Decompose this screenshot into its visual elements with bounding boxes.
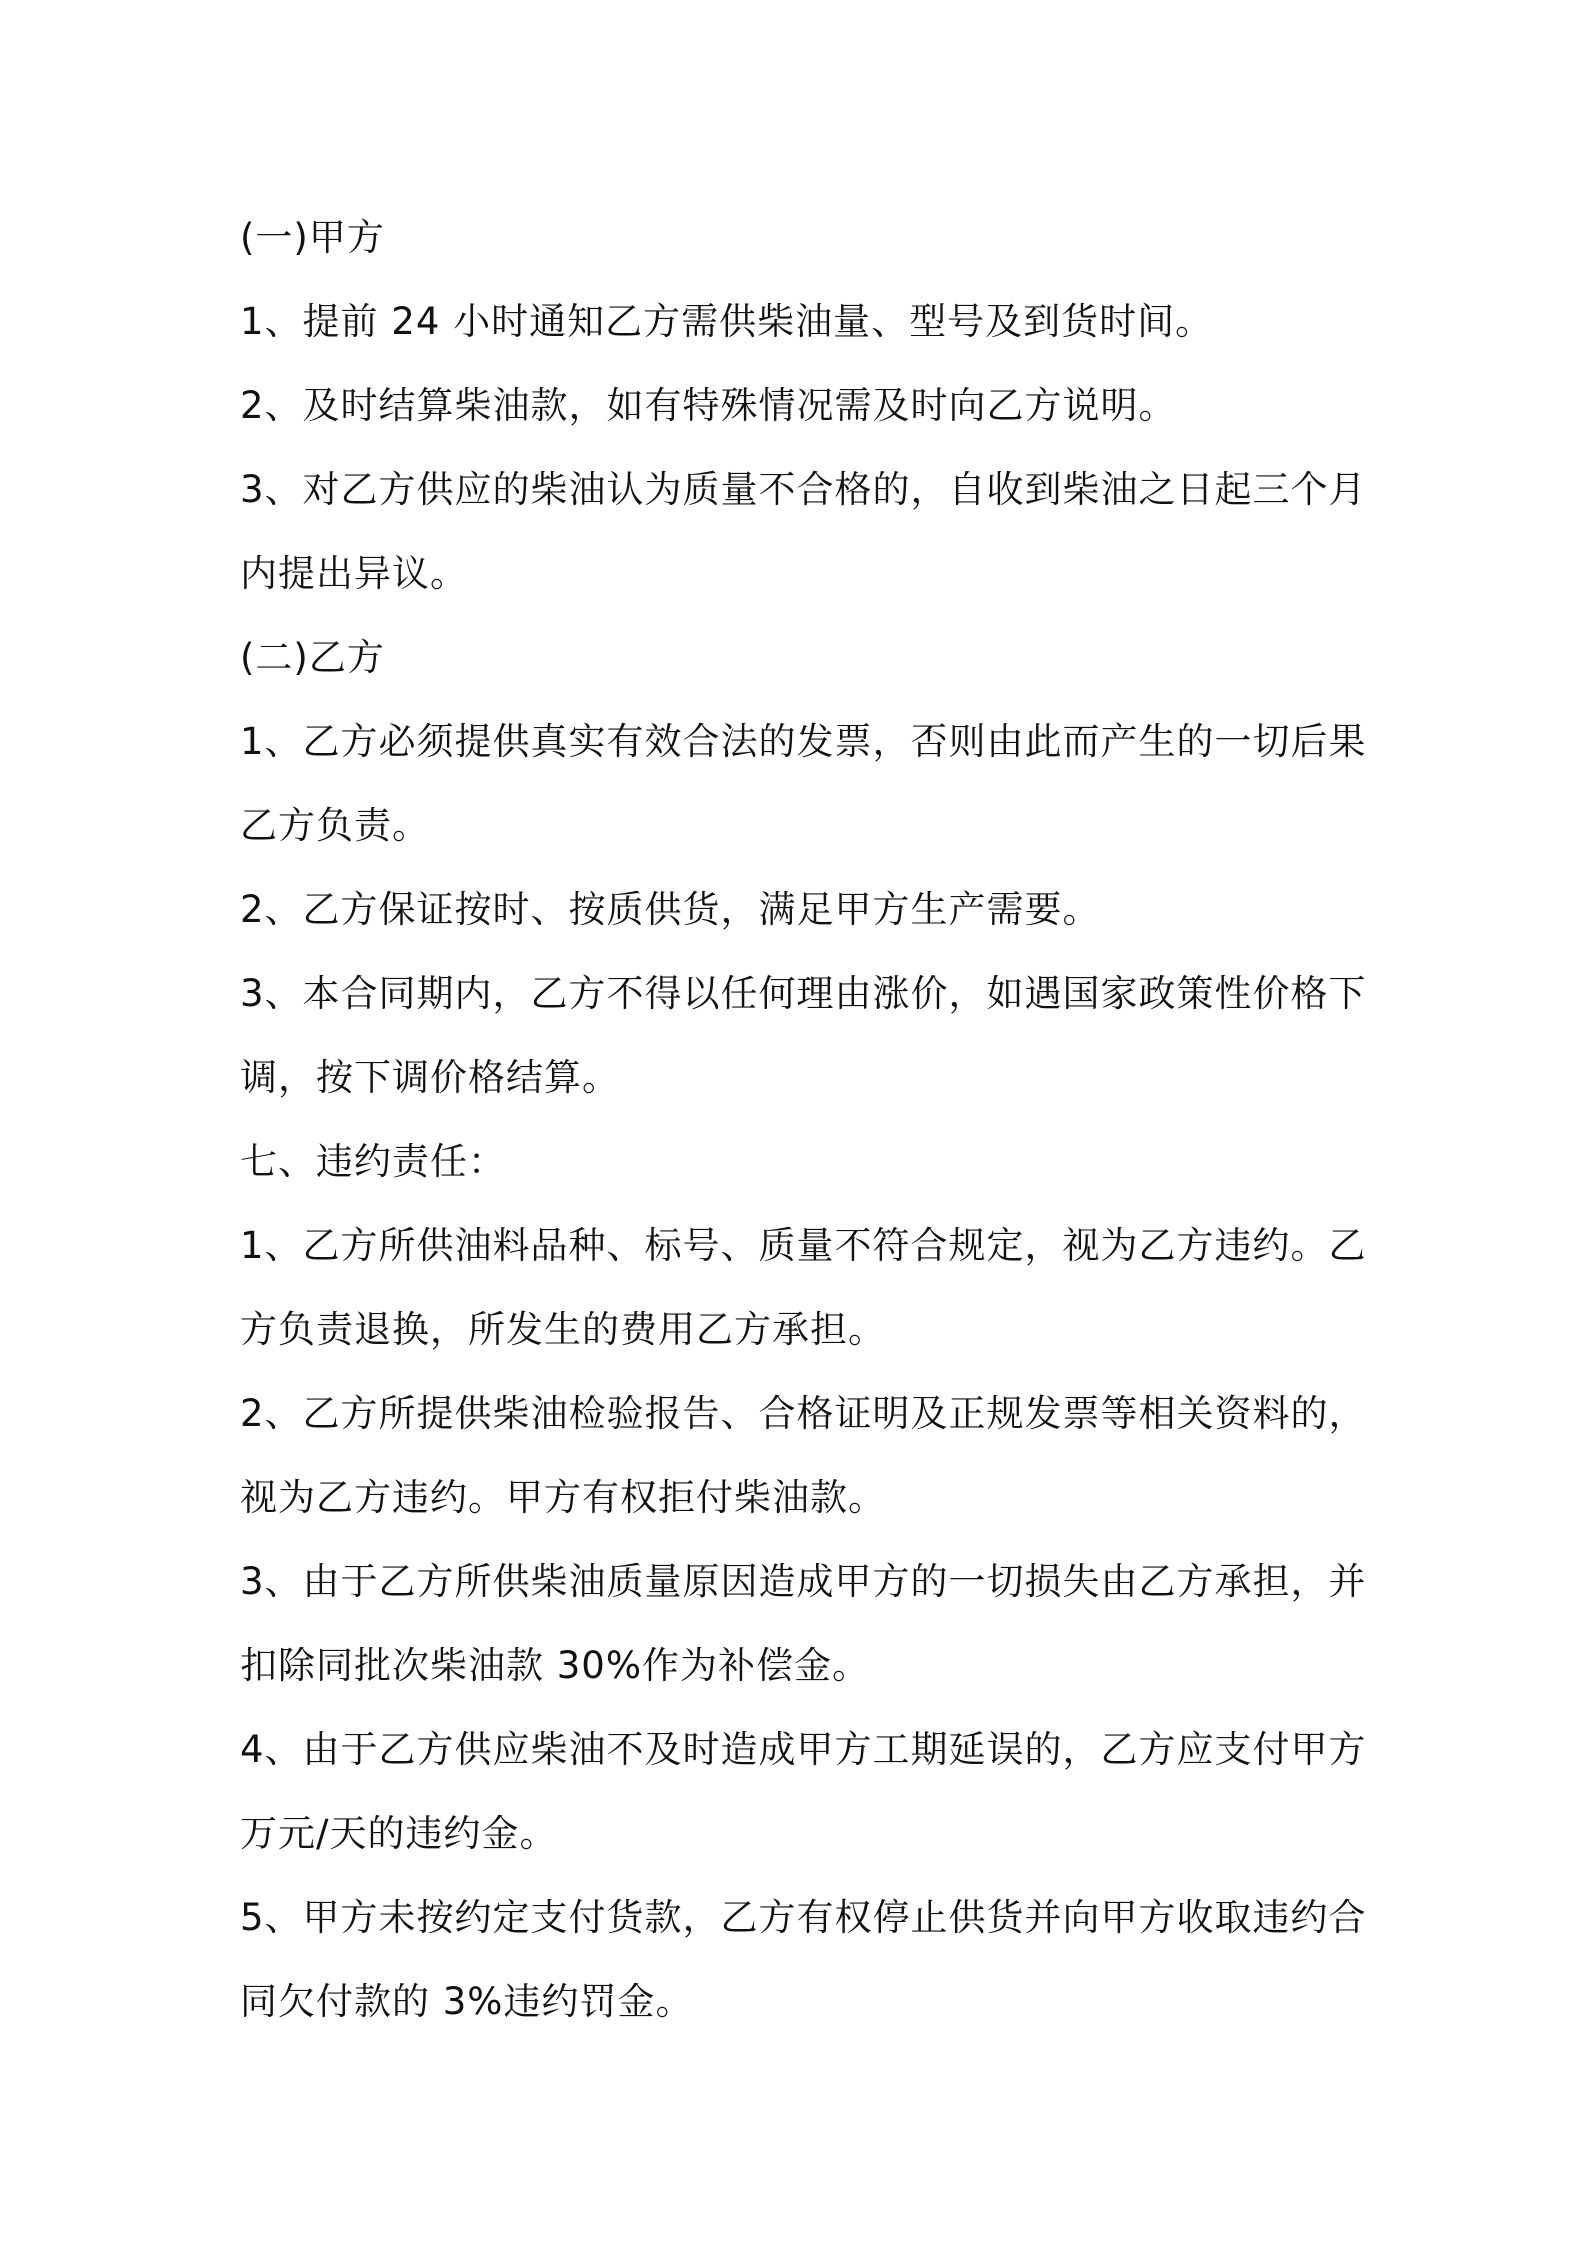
section-heading-breach-liability: 七、违约责任： [240, 1140, 506, 1183]
paragraph-line: 5、甲方未按约定支付货款，乙方有权停止供货并向甲方收取违约合 [240, 1896, 1367, 1939]
paragraph-line: 4、由于乙方供应柴油不及时造成甲方工期延误的，乙方应支付甲方 [240, 1728, 1367, 1771]
paragraph-line: 同欠付款的 3%违约罚金。 [240, 1980, 694, 2023]
paragraph-line: 调，按下调价格结算。 [240, 1056, 620, 1099]
paragraph-line: 方负责退换，所发生的费用乙方承担。 [240, 1308, 886, 1351]
paragraph-line: 1、乙方所供油料品种、标号、质量不符合规定，视为乙方违约。乙 [240, 1224, 1367, 1267]
paragraph-line: 2、及时结算柴油款，如有特殊情况需及时向乙方说明。 [240, 384, 1177, 427]
paragraph-line: 扣除同批次柴油款 30%作为补偿金。 [240, 1644, 870, 1687]
paragraph-line: 3、对乙方供应的柴油认为质量不合格的，自收到柴油之日起三个月 [240, 468, 1367, 511]
paragraph-line: 万元/天的违约金。 [240, 1812, 558, 1855]
paragraph-line: 2、乙方所提供柴油检验报告、合格证明及正规发票等相关资料的， [240, 1392, 1367, 1435]
document-body [240, 196, 1367, 2044]
paragraph-line: 1、提前 24 小时通知乙方需供柴油量、型号及到货时间。 [240, 300, 1214, 343]
paragraph-line: 内提出异议。 [240, 552, 468, 595]
paragraph-line: 1、乙方必须提供真实有效合法的发票，否则由此而产生的一切后果 [240, 720, 1367, 763]
paragraph-line: 3、由于乙方所供柴油质量原因造成甲方的一切损失由乙方承担，并 [240, 1560, 1367, 1603]
paragraph-line: 2、乙方保证按时、按质供货，满足甲方生产需要。 [240, 888, 1101, 931]
paragraph-line: 3、本合同期内，乙方不得以任何理由涨价，如遇国家政策性价格下 [240, 972, 1367, 1015]
section-heading-party-a: (一)甲方 [240, 216, 385, 259]
section-heading-party-b: (二)乙方 [240, 636, 385, 679]
paragraph-line: 乙方负责。 [240, 804, 430, 847]
paragraph-line: 视为乙方违约。甲方有权拒付柴油款。 [240, 1476, 886, 1519]
